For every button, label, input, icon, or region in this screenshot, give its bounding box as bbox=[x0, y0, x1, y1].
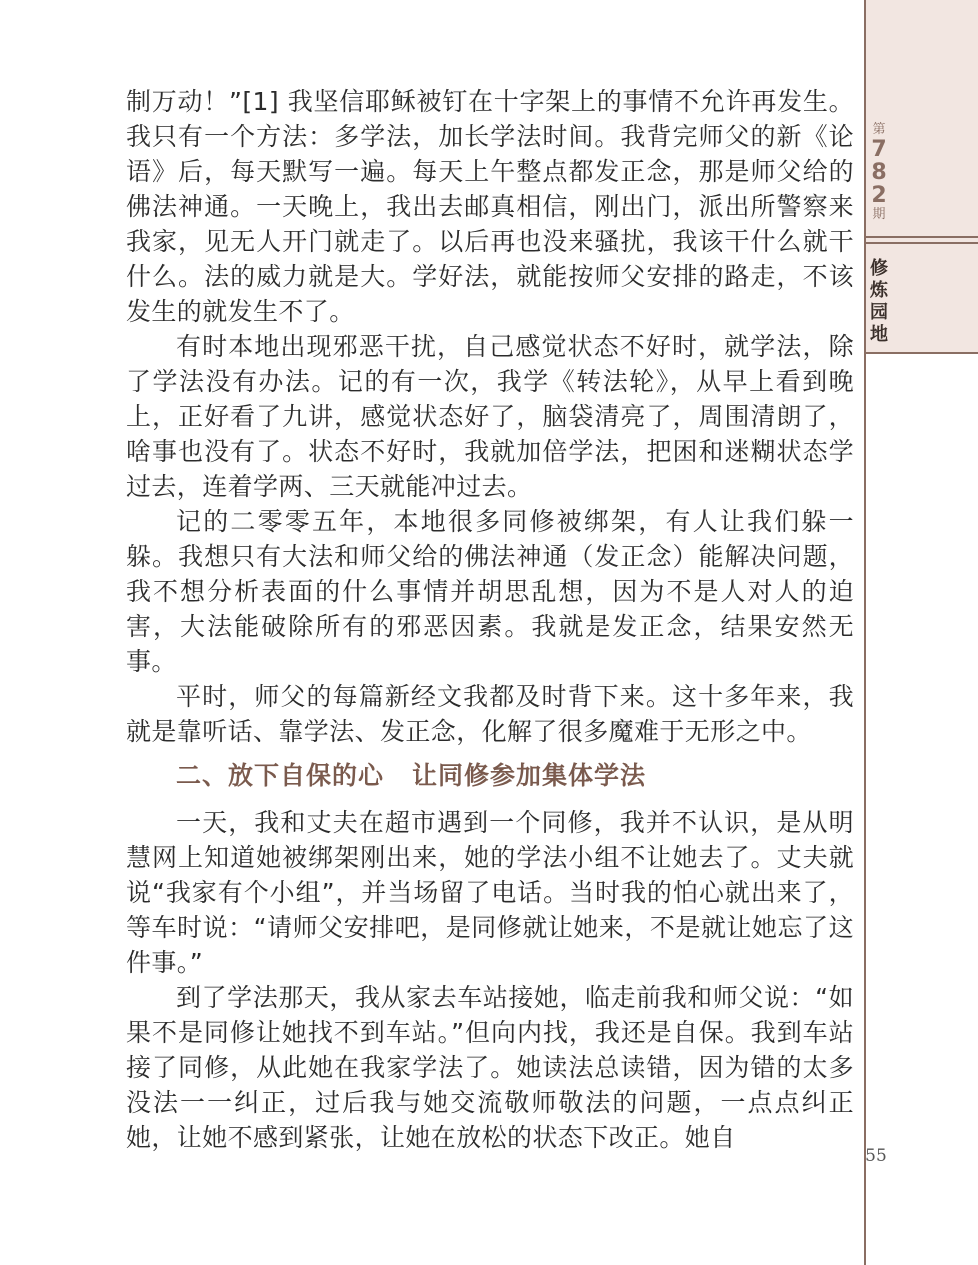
section-char: 修 bbox=[870, 258, 888, 279]
issue-digit: 8 bbox=[871, 160, 887, 185]
paragraph: 制万动！”[1] 我坚信耶稣被钉在十字架上的事情不允许再发生。我只有一个方法：多学法，加长学法时间。我背完师父的新《论语》后，每天默写一遍。每天上午整点都发正念，那是师父给的佛法神通。一天晚上，我出去邮真相信，刚出门，派出所警察来我家，见无人开门就走了。以后再也没来骚扰，我该干什么就干什么。法的威力就是大。学好法，就能按师父安排的路走，不该发生的就发生不了。 bbox=[126, 87, 854, 326]
section-heading bbox=[126, 759, 854, 793]
section-char: 炼 bbox=[870, 280, 888, 301]
paragraph: 一天，我和丈夫在超市遇到一个同修，我并不认识，是从明慧网上知道她被绑架刚出来，她的学法小组不让她去了。丈夫就说“我家有个小组”，并当场留了电话。当时我的怕心就出来了，等车时说：“请师父安排吧，是同修就让她来，不是就让她忘了这件事。” bbox=[126, 808, 854, 977]
heading-part: 让同修参加集体学法 bbox=[412, 761, 647, 790]
page-edge-line bbox=[864, 0, 866, 1265]
section-char: 园 bbox=[870, 302, 888, 323]
section-name bbox=[866, 258, 892, 346]
issue-number bbox=[868, 122, 890, 223]
section-char: 地 bbox=[870, 324, 888, 345]
issue-digit: 2 bbox=[871, 183, 887, 208]
tab-divider bbox=[866, 242, 978, 244]
paragraph: 到了学法那天，我从家去车站接她，临走前我和师父说：“如果不是同修让她找不到车站。”但向内找，我还是自保。我到车站接了同修，从此她在我家学法了。她读法总读错，因为错的太多没法一一纠正，过后我与她交流敬师敬法的问题，一点点纠正她，让她不感到紧张，让她在放松的状态下改正。她自 bbox=[126, 983, 854, 1152]
issue-suffix: 期 bbox=[872, 207, 886, 222]
tab-divider bbox=[866, 352, 978, 354]
issue-digit: 7 bbox=[871, 137, 887, 162]
paragraph: 记的二零零五年，本地很多同修被绑架，有人让我们躲一躲。我想只有大法和师父给的佛法神通（发正念）能解决问题，我不想分析表面的什么事情并胡思乱想，因为不是人对人的迫害，大法能破除所有的邪恶因素。我就是发正念，结果安然无事。 bbox=[126, 507, 854, 676]
heading-part: 二、放下自保的心 bbox=[176, 761, 385, 790]
tab-divider bbox=[866, 236, 978, 238]
paragraph: 平时，师父的每篇新经文我都及时背下来。这十多年来，我就是靠听话、靠学法、发正念，化解了很多魔难于无形之中。 bbox=[126, 682, 854, 746]
paragraph: 有时本地出现邪恶干扰，自己感觉状态不好时，就学法，除了学法没有办法。记的有一次，我学《转法轮》，从早上看到晚上，正好看了九讲，感觉状态好了，脑袋清亮了，周围清朗了，啥事也没有了。状态不好时，我就加倍学法，把困和迷糊状态学过去，连着学两、三天就能冲过去。 bbox=[126, 332, 854, 501]
issue-prefix: 第 bbox=[872, 122, 886, 137]
article-body bbox=[126, 84, 854, 1155]
page-number: 55 bbox=[865, 1146, 887, 1166]
